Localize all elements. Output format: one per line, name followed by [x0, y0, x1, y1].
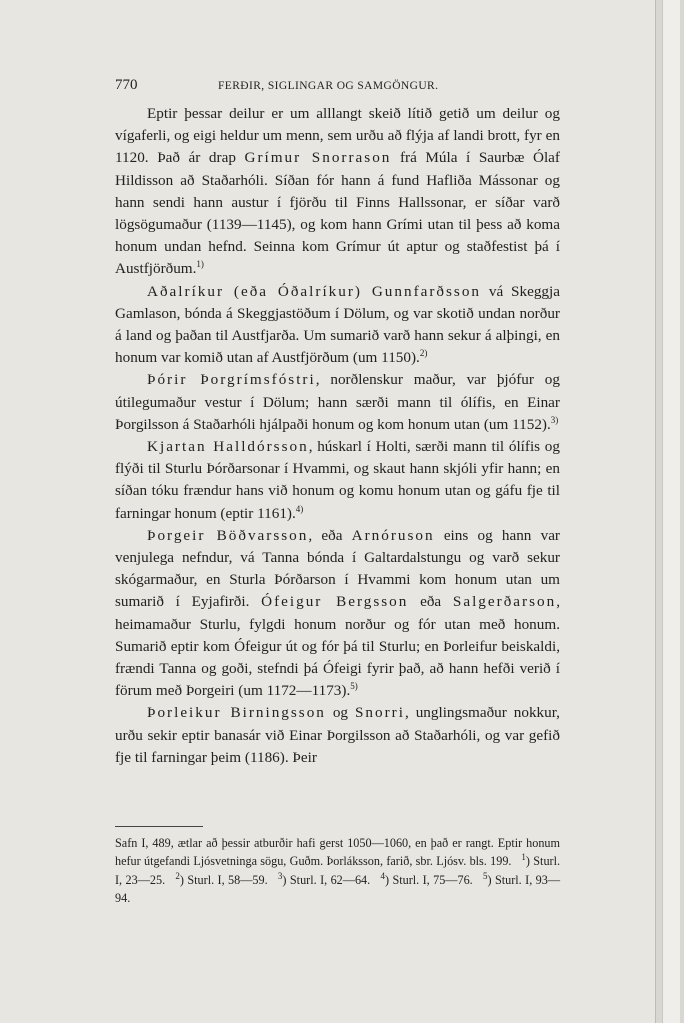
- person-name: Salgerðarson: [452, 593, 557, 611]
- person-name: Snorri: [354, 704, 405, 722]
- page-number: 770: [115, 77, 138, 93]
- running-title: FERÐIR, SIGLINGAR OG SAMGÖNGUR.: [218, 80, 439, 92]
- footnote-marker: 4): [295, 503, 304, 514]
- paragraph-5-text: eins og hann var venjulega nefndur, vá Tanna bónda í Galtardalstungu og varð sekur skógarmaður, en Sturla Þórðarson í Hvammi kom honum utan um sumarið í Eyjafirði.: [115, 526, 560, 611]
- person-name: Þorleikur Birningsson: [147, 704, 326, 722]
- paragraph-1-lead: Eptir þessar deilur er um alllangt skeið lítið getið um deilur og vígaferli, og eigi heldur um menn, sem urðu að flýja af landi brott, fyr en 1120. Það ár drap: [115, 105, 560, 167]
- adjacent-page-edge: [655, 0, 684, 1023]
- footnote-ref: Sturl. I, 75—76.: [392, 872, 473, 887]
- paragraph-3: [115, 369, 560, 436]
- footnote-ref: Sturl. I, 23—25.: [115, 854, 561, 887]
- footnote-marker: 5): [350, 681, 358, 692]
- paragraph-2: [115, 281, 560, 370]
- paragraph-6: [115, 702, 560, 769]
- person-name: Kjartan Halldórsson: [147, 438, 309, 456]
- footnotes: Safn I, 489, ætlar að þessir atburðir hafi gerst 1050—1060, en það er rangt. Eptir honum hefur útgefandi Ljósvetninga sögu, Guðm. Þorláksson, farið, sbr. Ljósv. bls. 199. $^1$) Sturl. I, 23—25. $^2$) Sturl. I, 58—59. $^3$) Sturl. I, 62—64. $^4$) Sturl. I, 75—76. $^5$) Sturl. I, 93—94.: [115, 836, 561, 906]
- paragraph-5-tail: , heimamaður Sturlu, fylgdi honum norður og fór utan með honum. Sumarið eptir kom Ófeigur út og fór þá til Sturlu; en Þorleifur beiskaldi, frændi Tanna og goði, stefndi þá Ófeigi fyrir það, að hann hefði verið í förum með Þorgeiri (um 1172—1173).: [115, 593, 560, 700]
- body-text: [115, 103, 560, 769]
- paragraph-3-text: , norðlenskur maður, var þjófur og útilegumaður vestur í Dölum; hann særði mann til ólífis, en Einar Þorgilsson á Staðarhóli hjálpaði honum og kom honum utan (um 1152).: [115, 371, 560, 433]
- paragraph-4: [115, 436, 560, 525]
- paragraph-1: [115, 103, 560, 281]
- paragraph-6-text: , unglingsmaður nokkur, urðu sekir eptir banasár við Einar Þorgilsson að Staðarhóli, og var gefið fje til farningar þeim (1186). Þeir: [115, 704, 560, 766]
- person-name: Arnóruson: [351, 526, 435, 544]
- person-name: Ófeigur Bergsson: [261, 593, 409, 611]
- paragraph-5: [115, 525, 560, 703]
- paragraph-2-text: vá Skeggja Gamlason, bónda á Skeggjastöðum í Dölum, og var skotið undan norður á land og þaðan til Austfjarða. Um sumarið varð hann sekur á alþingi, en honum var komið utan af Austfjörðum (um 1150).: [115, 282, 560, 367]
- footnote-ref: Sturl. I, 58—59.: [187, 872, 268, 887]
- footnote-ref: Sturl. I, 93—94.: [115, 872, 561, 906]
- paragraph-5-connector: , eða: [308, 526, 352, 544]
- person-name: Þórir Þorgrímsfóstri: [147, 371, 316, 389]
- footnote-text: Safn I, 489, ætlar að þessir atburðir hafi gerst 1050—1060, en það er rangt. Eptir honum hefur útgefandi Ljósvetninga sögu, Guðm. Þorláksson, farið, sbr. Ljósv. bls. 199.: [115, 836, 560, 869]
- paragraph-5-connector: eða: [408, 593, 453, 611]
- paragraph-6-connector: og: [325, 704, 355, 722]
- paragraph-4-text: , húskarl í Holti, særði mann til ólífis og flýði til Sturlu Þórðarsonar í Hvammi, og skaut hann skjóli yfir hann; en síðan tóku frændur hans við honum og komu honum utan og gáfu fje til farningar honum (eptir 1161).: [115, 438, 560, 522]
- paragraph-1-text: frá Múla í Saurbæ Ólaf Hildisson að Staðarhóli. Síðan fór hann á fund Hafliða Mássonar og hann sendi hann austur í fjörðu til Finns Hallssonar, er síðar varð lögsögumaður (1139—1145), og kom hann Grími utan til þess að koma honum undan hefnd. Seinna kom Grímur út aptur og staðfestist þá í Austfjörðum.: [115, 149, 560, 278]
- page-header: [115, 77, 560, 99]
- footnote-ref: Sturl. I, 62—64.: [289, 872, 371, 887]
- person-name: Aðalríkur (eða Óðalríkur) Gunnfarðsson: [147, 282, 482, 300]
- footnote-marker: 3): [550, 414, 559, 425]
- person-name: Grímur Snorrason: [244, 149, 392, 167]
- footnote-marker: 1): [196, 259, 204, 270]
- person-name: Þorgeir Böðvarsson: [147, 526, 309, 544]
- footnote-rule: [115, 826, 203, 827]
- footnote-marker: 2): [419, 348, 428, 359]
